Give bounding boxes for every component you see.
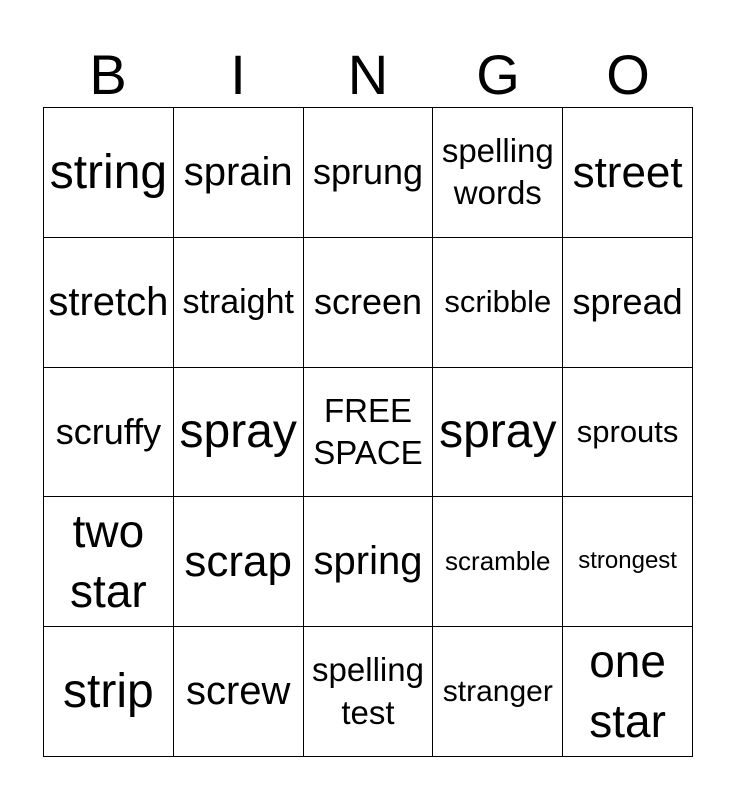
bingo-cell-r4c2[interactable]: scrap bbox=[174, 497, 304, 627]
bingo-cell-r3c1[interactable]: scruffy bbox=[44, 368, 174, 498]
header-letter-g: G bbox=[476, 43, 520, 106]
bingo-cell-r5c3[interactable]: spelling test bbox=[304, 627, 434, 757]
bingo-cell-r1c2[interactable]: sprain bbox=[174, 108, 304, 238]
bingo-cell-r2c4[interactable]: scribble bbox=[433, 238, 563, 368]
bingo-cell-r2c3[interactable]: screen bbox=[304, 238, 434, 368]
bingo-cell-r5c5[interactable]: one star bbox=[563, 627, 693, 757]
bingo-board bbox=[43, 107, 693, 757]
bingo-header bbox=[43, 44, 693, 106]
bingo-cell-r4c1[interactable]: two star bbox=[44, 497, 174, 627]
bingo-cell-r4c4[interactable]: scramble bbox=[433, 497, 563, 627]
bingo-cell-r2c5[interactable]: spread bbox=[563, 238, 693, 368]
header-letter-i: I bbox=[230, 43, 246, 106]
bingo-cell-r4c3[interactable]: spring bbox=[304, 497, 434, 627]
bingo-cell-r1c1[interactable]: string bbox=[44, 108, 174, 238]
bingo-cell-r1c3[interactable]: sprung bbox=[304, 108, 434, 238]
bingo-cell-r5c4[interactable]: stranger bbox=[433, 627, 563, 757]
bingo-cell-r2c2[interactable]: straight bbox=[174, 238, 304, 368]
bingo-cell-r5c2[interactable]: screw bbox=[174, 627, 304, 757]
bingo-cell-r4c5[interactable]: strongest bbox=[563, 497, 693, 627]
bingo-cell-r2c1[interactable]: stretch bbox=[44, 238, 174, 368]
bingo-cell-r1c4[interactable]: spelling words bbox=[433, 108, 563, 238]
header-letter-b: B bbox=[89, 43, 127, 106]
bingo-cell-r3c2[interactable]: spray bbox=[174, 368, 304, 498]
header-letter-o: O bbox=[606, 43, 650, 106]
bingo-cell-r3c5[interactable]: sprouts bbox=[563, 368, 693, 498]
header-letter-n: N bbox=[347, 43, 389, 106]
bingo-cell-r3c3-free-space[interactable]: FREE SPACE bbox=[304, 368, 434, 498]
bingo-cell-r1c5[interactable]: street bbox=[563, 108, 693, 238]
bingo-cell-r5c1[interactable]: strip bbox=[44, 627, 174, 757]
bingo-cell-r3c4[interactable]: spray bbox=[433, 368, 563, 498]
